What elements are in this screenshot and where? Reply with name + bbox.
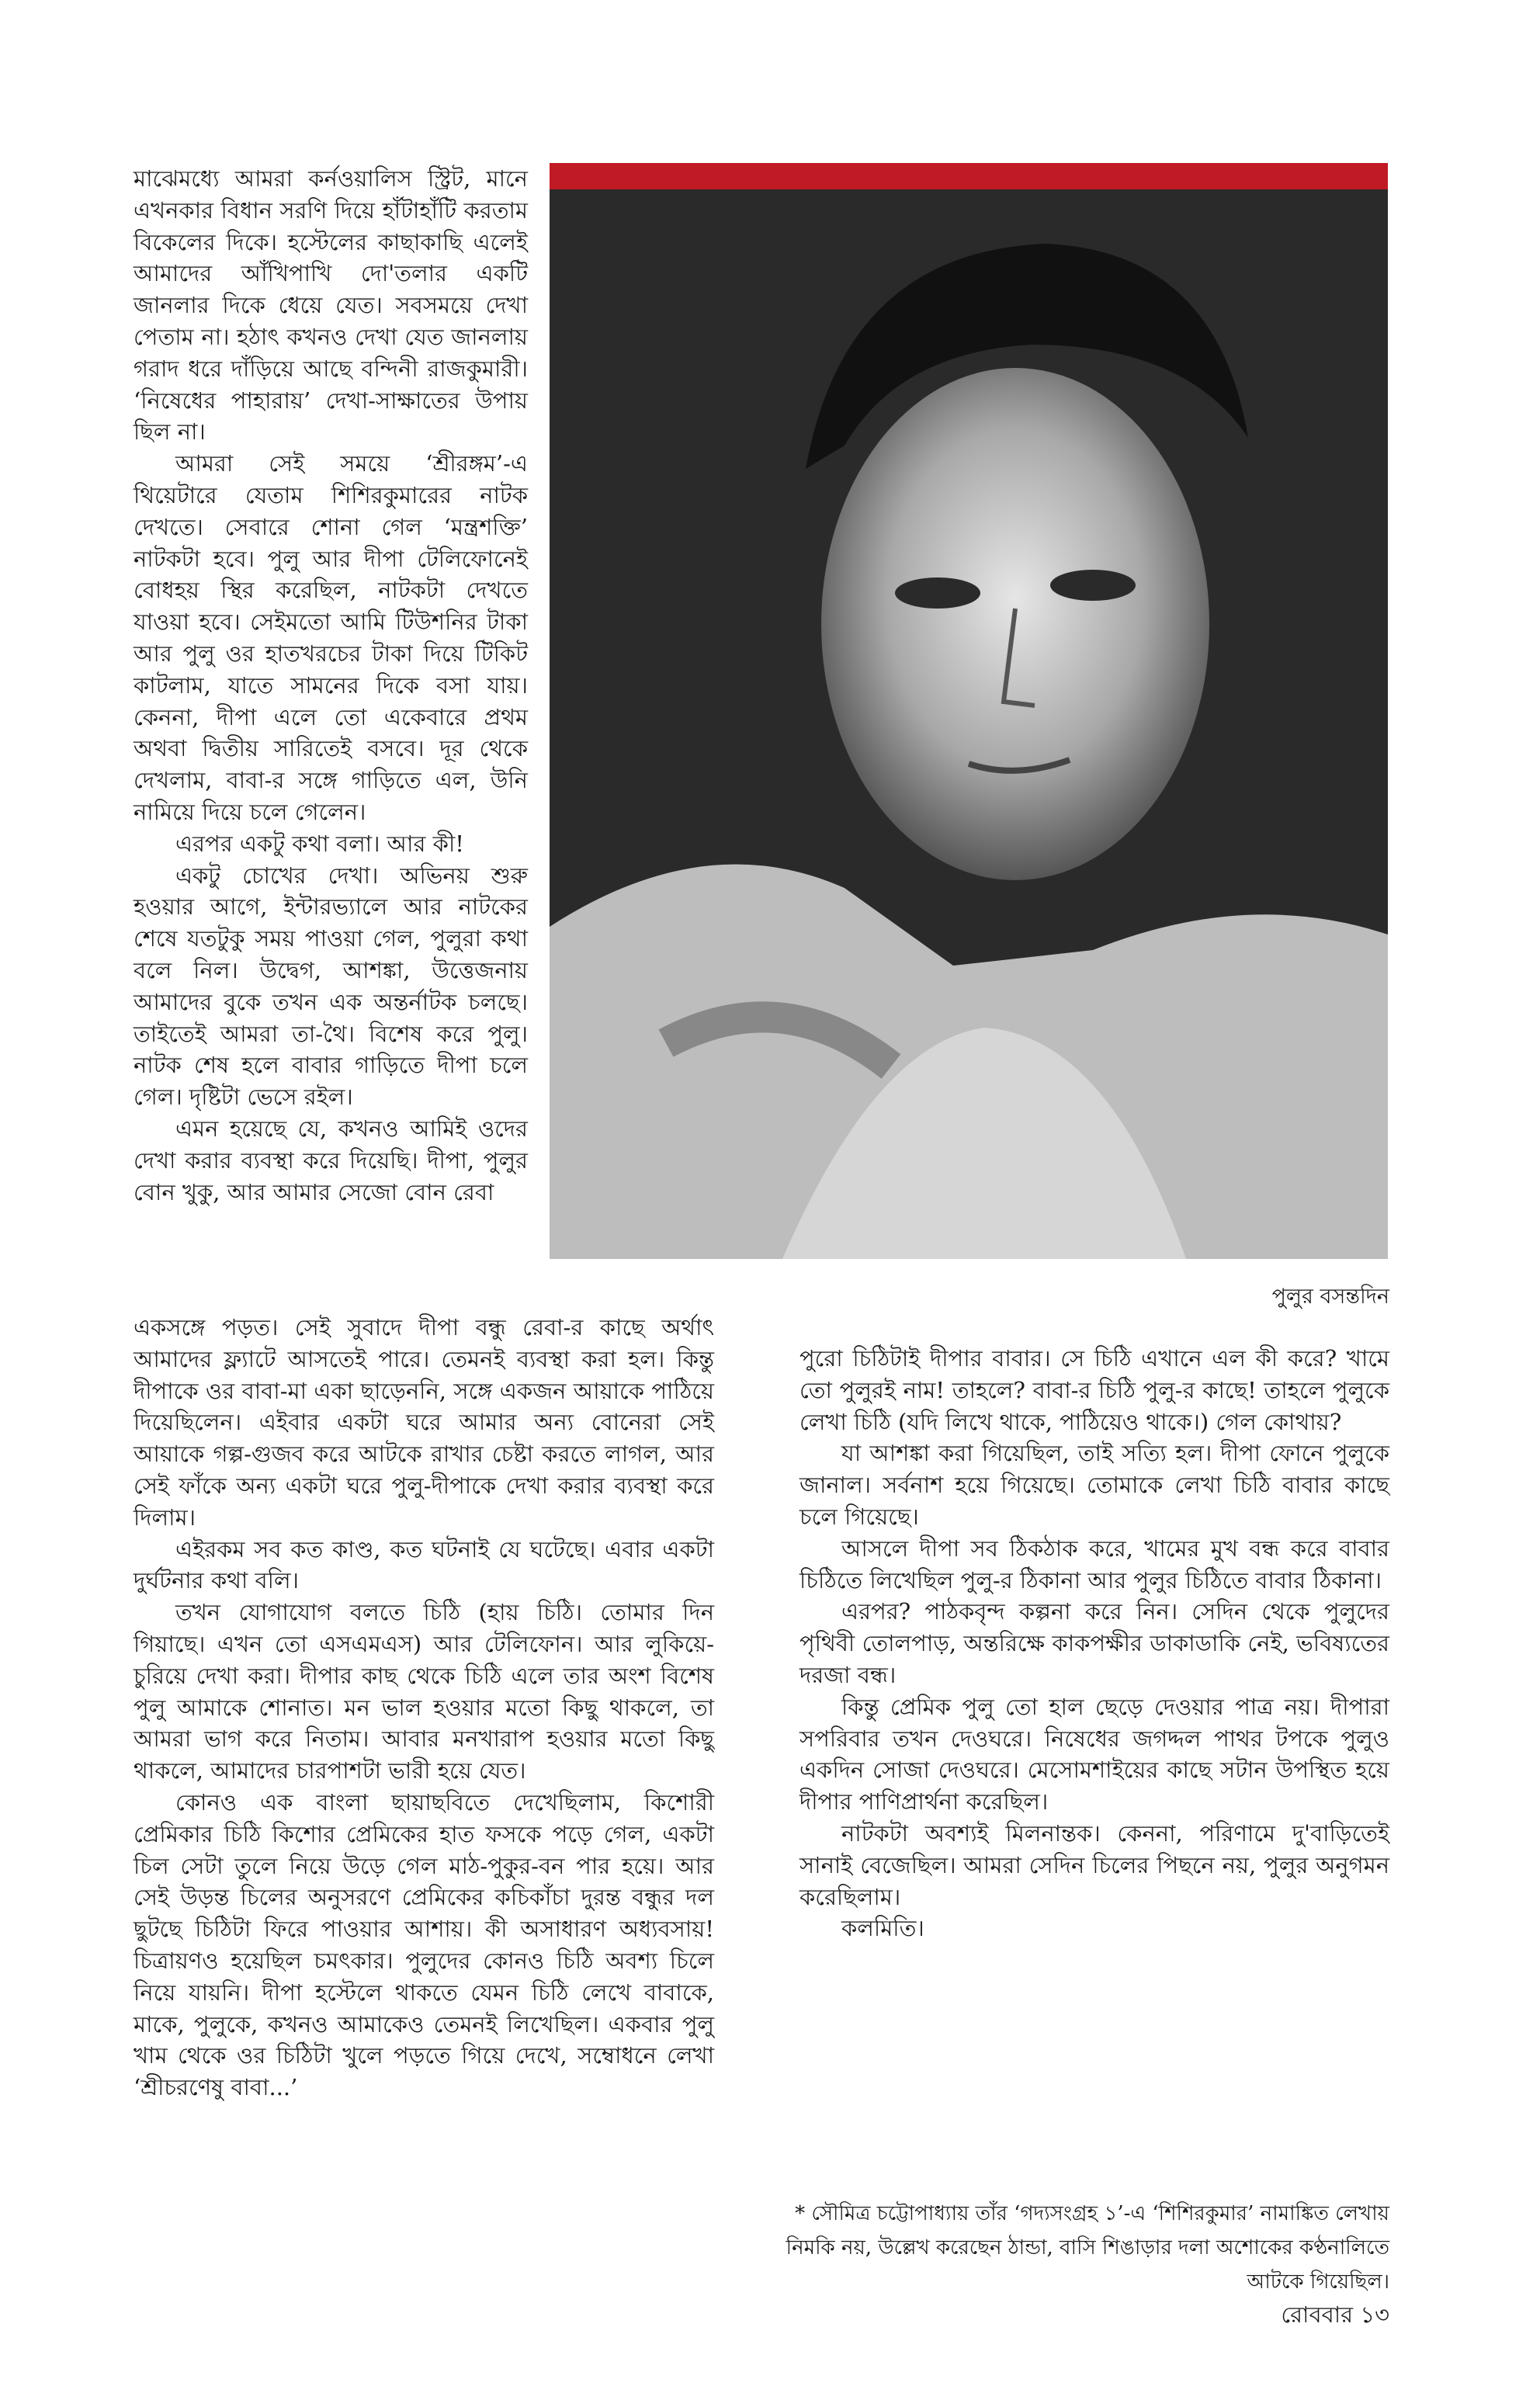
paragraph: এইরকম সব কত কাণ্ড, কত ঘটনাই যে ঘটেছে। এবার একটা দুর্ঘটনার কথা বলি।	[134, 1535, 714, 1594]
accent-bar	[550, 163, 1388, 189]
paragraph: আমরা সেই সময়ে ‘শ্রীরঙ্গম’-এ থিয়েটারে যেতাম শিশিরকুমারের নাটক দেখতে। সেবারে শোনা গেল ‘মন্ত্রশক্তি’ নাটকটা হবে। পুলু আর দীপা টেলিফোনেই বোধহয় স্থির করেছিল, নাটকটা দেখতে যাওয়া হবে। সেইমতো আমি টিউশনির টাকা আর পুলু ওর হাতখরচের টাকা দিয়ে টিকিট কাটলাম, যাতে সামনের দিকে বসা যায়। কেননা, দীপা এলে তো একেবারে প্রথম অথবা দ্বিতীয় সারিতেই বসবে। দূর থেকে দেখলাম, বাবা-র সঙ্গে গাড়িতে এল, উনি নামিয়ে দিয়ে চলে গেলেন।	[134, 450, 528, 825]
paragraph: কিন্তু প্রেমিক পুলু তো হাল ছেড়ে দেওয়ার পাত্র নয়। দীপারা সপরিবার তখন দেওঘরে। নিষেধের জগদ্দল পাথর টপকে পুলুও একদিন সোজা দেওঘরে। মেসোমশাইয়ের কাছে সটান উপস্থিত হয়ে দীপার পাণিপ্রার্থনা করেছিল।	[799, 1693, 1389, 1816]
paragraph: পুরো চিঠিটাই দীপার বাবার। সে চিঠি এখানে এল কী করে? খামে তো পুলুরই নাম! তাহলে? বাবা-র চিঠি পুলু-র কাছে! তাহলে পুলুকে লেখা চিঠি (যদি লিখে থাকে, পাঠিয়েও থাকে।) গেল কোথায়?	[799, 1345, 1389, 1435]
article-column-left-bottom	[134, 1312, 714, 2103]
paragraph: একসঙ্গে পড়ত। সেই সুবাদে দীপা বন্ধু রেবা-র কাছে অর্থাৎ আমাদের ফ্ল্যাটে আসতেই পারে। তেমনই ব্যবস্থা করা হল। কিন্তু দীপাকে ওর বাবা-মা একা ছাড়েননি, সঙ্গে একজন আয়াকে পাঠিয়ে দিয়েছিলেন। এইবার একটা ঘরে আমার অন্য বোনেরা সেই আয়াকে গল্প-গুজব করে আটকে রাখার চেষ্টা করতে লাগল, আর সেই ফাঁকে অন্য একটা ঘরে পুলু-দীপাকে দেখা করার ব্যবস্থা করে দিলাম।	[134, 1314, 714, 1531]
photo-caption: পুলুর বসন্তদিন	[1271, 1285, 1389, 1309]
paragraph: কলমিতি।	[841, 1915, 924, 1942]
paragraph: আসলে দীপা সব ঠিকঠাক করে, খামের মুখ বন্ধ করে বাবার চিঠিতে লিখেছিল পুলু-র ঠিকানা আর পুলুর চিঠিতে বাবার ঠিকানা।	[799, 1535, 1389, 1594]
portrait-photo	[550, 163, 1388, 1259]
article-column-left-top	[134, 163, 528, 1208]
paragraph: এরপর? পাঠকবৃন্দ কল্পনা করে নিন। সেদিন থেকে পুলুদের পৃথিবী তোলপাড়, অন্তরিক্ষে কাকপক্ষীর ডাকাডাকি নেই, ভবিষ্যতের দরজা বন্ধ।	[799, 1598, 1389, 1688]
paragraph: মাঝেমধ্যে আমরা কর্নওয়ালিস স্ট্রিট, মানে এখনকার বিধান সরণি দিয়ে হাঁটাহাঁটি করতাম বিকেলের দিকে। হস্টেলের কাছাকাছি এলেই আমাদের আঁখিপাখি দো'তলার একটি জানলার দিকে ধেয়ে যেত। সবসময়ে দেখা পেতাম না। হঠাৎ কখনও দেখা যেত জানলায় গরাদ ধরে দাঁড়িয়ে আছে বন্দিনী রাজকুমারী। ‘নিষেধের পাহারায়’ দেখা-সাক্ষাতের উপায় ছিল না।	[134, 165, 528, 446]
paragraph: তখন যোগাযোগ বলতে চিঠি (হায় চিঠি। তোমার দিন গিয়াছে। এখন তো এসএমএস) আর টেলিফোন। আর লুকিয়ে-চুরিয়ে দেখা করা। দীপার কাছ থেকে চিঠি এলে তার অংশ বিশেষ পুলু আমাকে শোনাত। মন ভাল হওয়ার মতো কিছু থাকলে, তা আমরা ভাগ করে নিতাম। আবার মনখারাপ হওয়ার মতো কিছু থাকলে, আমাদের চারপাশটা ভারী হয়ে যেত।	[134, 1599, 714, 1784]
paragraph: এরপর একটু কথা বলা। আর কী!	[175, 830, 464, 857]
article-column-right	[799, 1343, 1389, 1944]
paragraph: নাটকটা অবশ্যই মিলনান্তক। কেননা, পরিণামে দু'বাড়িতেই সানাই বেজেছিল। আমরা সেদিন চিলের পিছনে নয়, পুলুর অনুগমন করেছিলাম।	[799, 1819, 1389, 1910]
paragraph: যা আশঙ্কা করা গিয়েছিল, তাই সত্যি হল। দীপা ফোনে পুলুকে জানাল। সর্বনাশ হয়ে গিয়েছে। তোমাকে লেখা চিঠি বাবার কাছে চলে গিয়েছে।	[799, 1440, 1389, 1530]
page-footer: রোববার ১৩	[1281, 2301, 1389, 2328]
paragraph: কোনও এক বাংলা ছায়াছবিতে দেখেছিলাম, কিশোরী প্রেমিকার চিঠি কিশোর প্রেমিকের হাত ফসকে পড়ে গেল, একটা চিল সেটা তুলে নিয়ে উড়ে গেল মাঠ-পুকুর-বন পার হয়ে। আর সেই উড়ন্ত চিলের অনুসরণে প্রেমিকের কচিকাঁচা দুরন্ত বন্ধুর দল ছুটছে চিঠিটা ফিরে পাওয়ার আশায়। কী অসাধারণ অধ্যবসায়! চিত্রায়ণও হয়েছিল চমৎকার। পুলুদের কোনও চিঠি অবশ্য চিলে নিয়ে যায়নি। দীপা হস্টেলে থাকতে যেমন চিঠি লেখে বাবাকে, মাকে, পুলুকে, কখনও আমাকেও তেমনই লিখেছিল। একবার পুলু খাম থেকে ওর চিঠিটা খুলে পড়তে গিয়ে দেখে, সম্বোধনে লেখা ‘শ্রীচরণেষু বাবা...’	[134, 1788, 714, 2101]
paragraph: এমন হয়েছে যে, কখনও আমিই ওদের দেখা করার ব্যবস্থা করে দিয়েছি। দীপা, পুলুর বোন খুকু, আর আমার সেজো বোন রেবা	[134, 1115, 528, 1205]
footnote: * সৌমিত্র চট্টোপাধ্যায় তাঁর ‘গদ্যসংগ্রহ ১’-এ ‘শিশিরকুমার’ নামাঙ্কিত লেখায় নিমকি নয়, উল্লেখ করেছেন ঠান্ডা, বাসি শিঙাড়ার দলা অশোকের কণ্ঠনালিতে আটকে গিয়েছিল।	[786, 2202, 1389, 2294]
portrait-illustration	[550, 189, 1388, 1259]
paragraph: একটু চোখের দেখা। অভিনয় শুরু হওয়ার আগে, ইন্টারভ্যালে আর নাটকের শেষে যতটুকু সময় পাওয়া গেল, পুলুরা কথা বলে নিল। উদ্বেগ, আশঙ্কা, উত্তেজনায় আমাদের বুকে তখন এক অন্তর্নাটক চলছে। তাইতেই আমরা তা-থৈ। বিশেষ করে পুলু। নাটক শেষ হলে বাবার গাড়িতে দীপা চলে গেল। দৃষ্টিটা ভেসে রইল।	[134, 862, 528, 1111]
